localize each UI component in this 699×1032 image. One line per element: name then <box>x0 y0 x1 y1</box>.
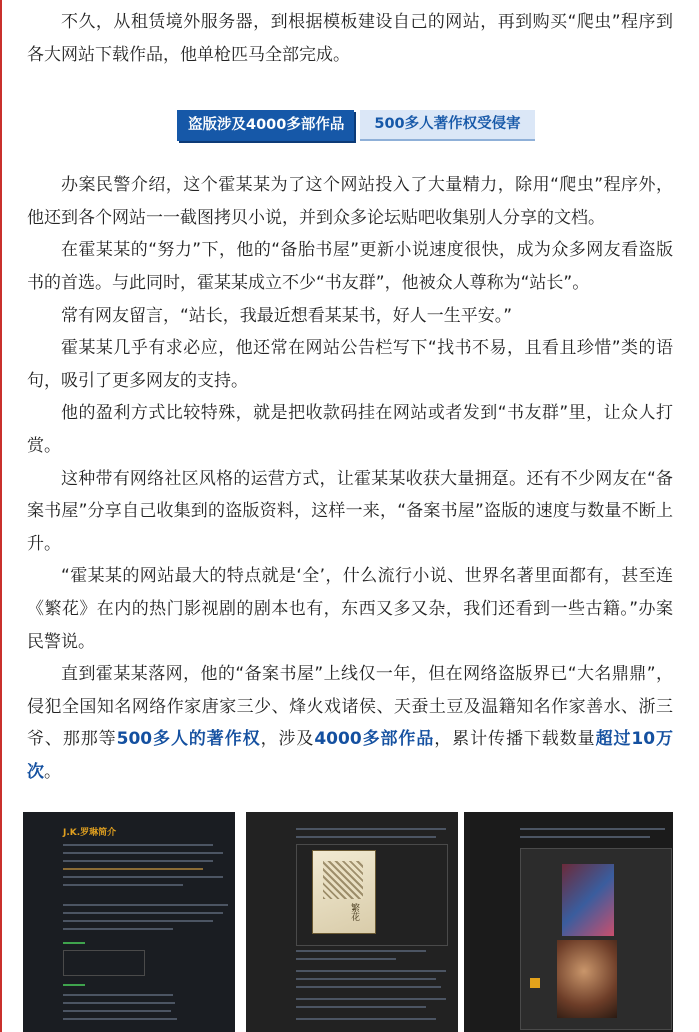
headline-right: 500多人著作权受侵害 <box>360 110 534 141</box>
thumbnail-title: J.K.罗琳简介 <box>63 828 117 838</box>
cover-image <box>562 864 614 936</box>
paragraph-final <box>27 658 673 788</box>
article-body <box>27 0 673 788</box>
paragraph: 霍某某几乎有求必应，他还常在网站公告栏写下“找书不易，且看且珍惜”类的语句，吸引了更多网友的支持。 <box>27 338 673 391</box>
book-cover-image <box>312 850 376 934</box>
screenshot-thumbnail[interactable] <box>246 812 458 1032</box>
badge-icon <box>530 978 540 988</box>
highlight-text: 超过10万次 <box>27 729 673 782</box>
paragraph: 不久，从租赁境外服务器，到根据模板建设自己的网站，再到购买“爬虫”程序到各大网站下载作品，他单枪匹马全部完成。 <box>27 12 673 65</box>
cover-image <box>557 940 617 1018</box>
page-left-border <box>0 0 2 1032</box>
screenshot-thumbnail[interactable] <box>464 812 673 1032</box>
screenshot-gallery <box>23 812 673 1032</box>
headline-left: 盗版涉及4000多部作品 <box>177 110 354 141</box>
text-span: ，累计传播下载数量 <box>434 729 596 750</box>
highlight-text: 500多人的著作权 <box>116 729 261 750</box>
text-span: 。 <box>44 761 61 782</box>
paragraph: 在霍某某的“努力”下，他的“备胎书屋”更新小说速度很快，成为众多网友看盗版书的首选。与此同时，霍某某成立不少“书友群”，他被众人尊称为“站长”。 <box>27 240 673 293</box>
paragraph: 他的盈利方式比较特殊，就是把收款码挂在网站或者发到“书友群”里，让众人打赏。 <box>27 403 673 456</box>
paragraph: “霍某某的网站最大的特点就是‘全’，什么流行小说、世界名著里面都有，甚至连《繁花》在内的热门影视剧的剧本也有，东西又多又杂，我们还看到一些古籍。”办案民警说。 <box>27 566 673 652</box>
cover-text: 繁花 <box>349 903 359 921</box>
paragraph: 这种带有网络社区风格的运营方式，让霍某某收获大量拥趸。还有不少网友在“备案书屋”分享自己收集到的盗版资料，这样一来，“备案书屋”盗版的速度与数量不断上升。 <box>27 468 673 554</box>
text-span: ，涉及 <box>260 729 315 750</box>
screenshot-thumbnail[interactable] <box>23 812 235 1032</box>
paragraph: 办案民警介绍，这个霍某某为了这个网站投入了大量精力，除用“爬虫”程序外，他还到各个网站一一截图拷贝小说，并到众多论坛贴吧收集别人分享的文档。 <box>27 175 673 228</box>
section-headline <box>27 110 673 147</box>
highlight-text: 4000多部作品 <box>314 729 435 750</box>
text-span: 直到霍某某落网，他的“备案书屋”上线仅一年，但在网络盗版界已“大名鼎鼎”，侵犯全国知名网络作家唐家三少、烽火戏诸侯、天蚕土豆及温籍知名作家善水、浙三爷、那那等 <box>27 664 673 750</box>
paragraph: 常有网友留言，“站长，我最近想看某某书，好人一生平安。” <box>61 305 513 326</box>
